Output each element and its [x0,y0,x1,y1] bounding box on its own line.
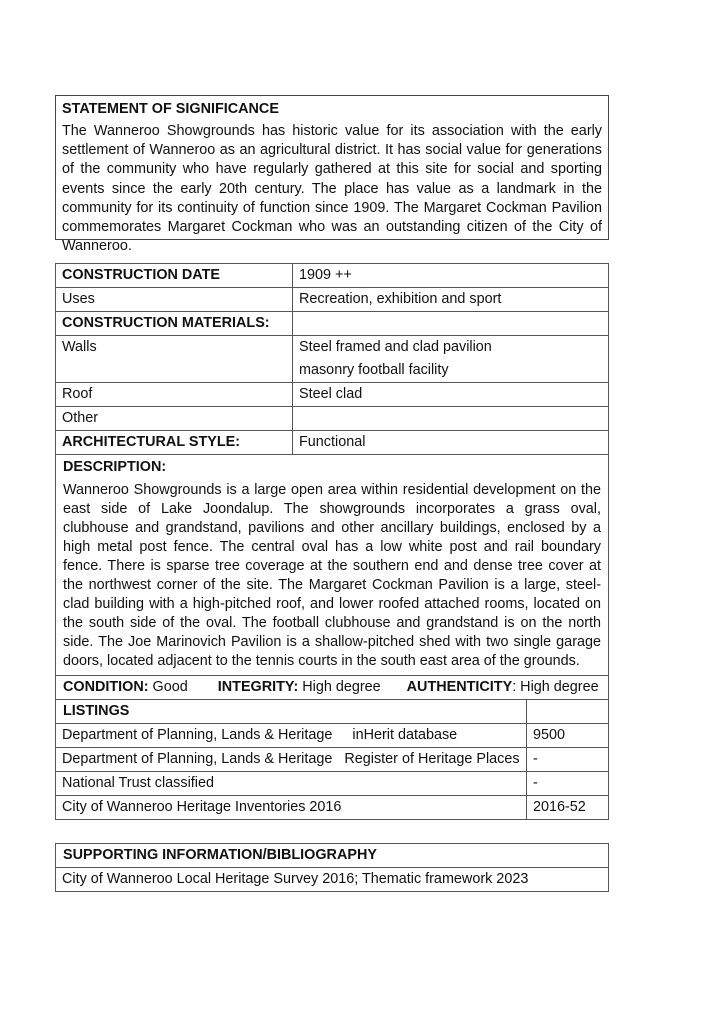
table-row [56,336,609,383]
roof-value: Steel clad [293,383,609,407]
table-row [56,383,609,407]
listing-name: National Trust classified [56,772,527,796]
walls-value-line-1: Steel framed and clad pavilion [299,339,492,355]
table-row [56,264,609,288]
other-label: Other [56,407,293,431]
significance-heading: STATEMENT OF SIGNIFICANCE [62,101,279,117]
statement-of-significance-box [55,95,609,255]
listing-value: 9500 [527,724,609,748]
bibliography-heading: SUPPORTING INFORMATION/BIBLIOGRAPHY [56,844,609,868]
table-row [56,724,609,748]
table-row [56,288,609,312]
listing-value: - [527,748,609,772]
uses-label: Uses [56,288,293,312]
description-heading: DESCRIPTION: [63,459,167,475]
listing-value: - [527,772,609,796]
table-row [56,407,609,431]
integrity-value: High degree [302,679,381,695]
listings-table [55,675,609,820]
table-row [56,312,609,336]
integrity-label: INTEGRITY: [217,679,299,695]
authenticity-value: : High degree [512,679,599,695]
table-row [56,431,609,455]
bibliography-table [55,843,609,892]
table-row [56,700,609,724]
condition-label: CONDITION: [63,679,149,695]
assessment-row [56,676,609,700]
listings-heading: LISTINGS [56,700,527,724]
materials-label: CONSTRUCTION MATERIALS: [56,312,293,336]
listing-name: City of Wanneroo Heritage Inventories 2016 [56,796,527,820]
architectural-style-label: ARCHITECTURAL STYLE: [56,431,293,455]
table-row [56,748,609,772]
table-row [56,868,609,892]
condition-value: Good [152,679,188,695]
table-row [56,796,609,820]
uses-value: Recreation, exhibition and sport [293,288,609,312]
assessment-cell [56,676,609,700]
walls-value [293,336,609,383]
walls-label: Walls [56,336,293,383]
materials-value [293,312,609,336]
walls-value-line-2: masonry football facility [299,362,449,378]
significance-text: The Wanneroo Showgrounds has historic value for its association with the early settlement of Wanneroo as an agricultural district. It has social value for generations of the community who have regularly gathered at this site for social and sporting events since the early 20th century. The place has value as a landmark in the community for its continuity of function since 1909. The Margaret Cockman Pavilion commemorates Margaret Cockman who was an outstanding citizen of the City of Wanneroo. [62,123,602,255]
listing-name: Department of Planning, Lands & Heritage inHerit database [56,724,527,748]
authenticity-label: AUTHENTICITY [406,679,513,695]
listings-heading-value [527,700,609,724]
listing-name: Department of Planning, Lands & Heritage Register of Heritage Places [56,748,527,772]
table-row [56,772,609,796]
other-value [293,407,609,431]
construction-date-label: CONSTRUCTION DATE [56,264,293,288]
construction-table [55,263,609,455]
description-text: Wanneroo Showgrounds is a large open area within residential development on the east side of Lake Joondalup. The showgrounds incorporates a grass oval, clubhouse and grandstand, pavilions and other ancillary buildings, enclosed by a high metal post fence. The central oval has a low white post and rail boundary fence. There is sparse tree coverage at the southern end and dense tree cover at the northwest corner of the site. The Margaret Cockman Pavilion is a large, steel-clad building with a high-pitched roof, and lower roofed attached rooms, located on the south side of the oval. The football clubhouse and grandstand is on the north side. The Joe Marinovich Pavilion is a shallow-pitched shed with two single garage doors, located adjacent to the tennis courts in the south east area of the grounds. [63,482,601,669]
construction-date-value: 1909 ++ [293,264,609,288]
description-box [55,455,609,675]
bibliography-text: City of Wanneroo Local Heritage Survey 2016; Thematic framework 2023 [56,868,609,892]
table-row [56,844,609,868]
listing-value: 2016-52 [527,796,609,820]
architectural-style-value: Functional [293,431,609,455]
roof-label: Roof [56,383,293,407]
